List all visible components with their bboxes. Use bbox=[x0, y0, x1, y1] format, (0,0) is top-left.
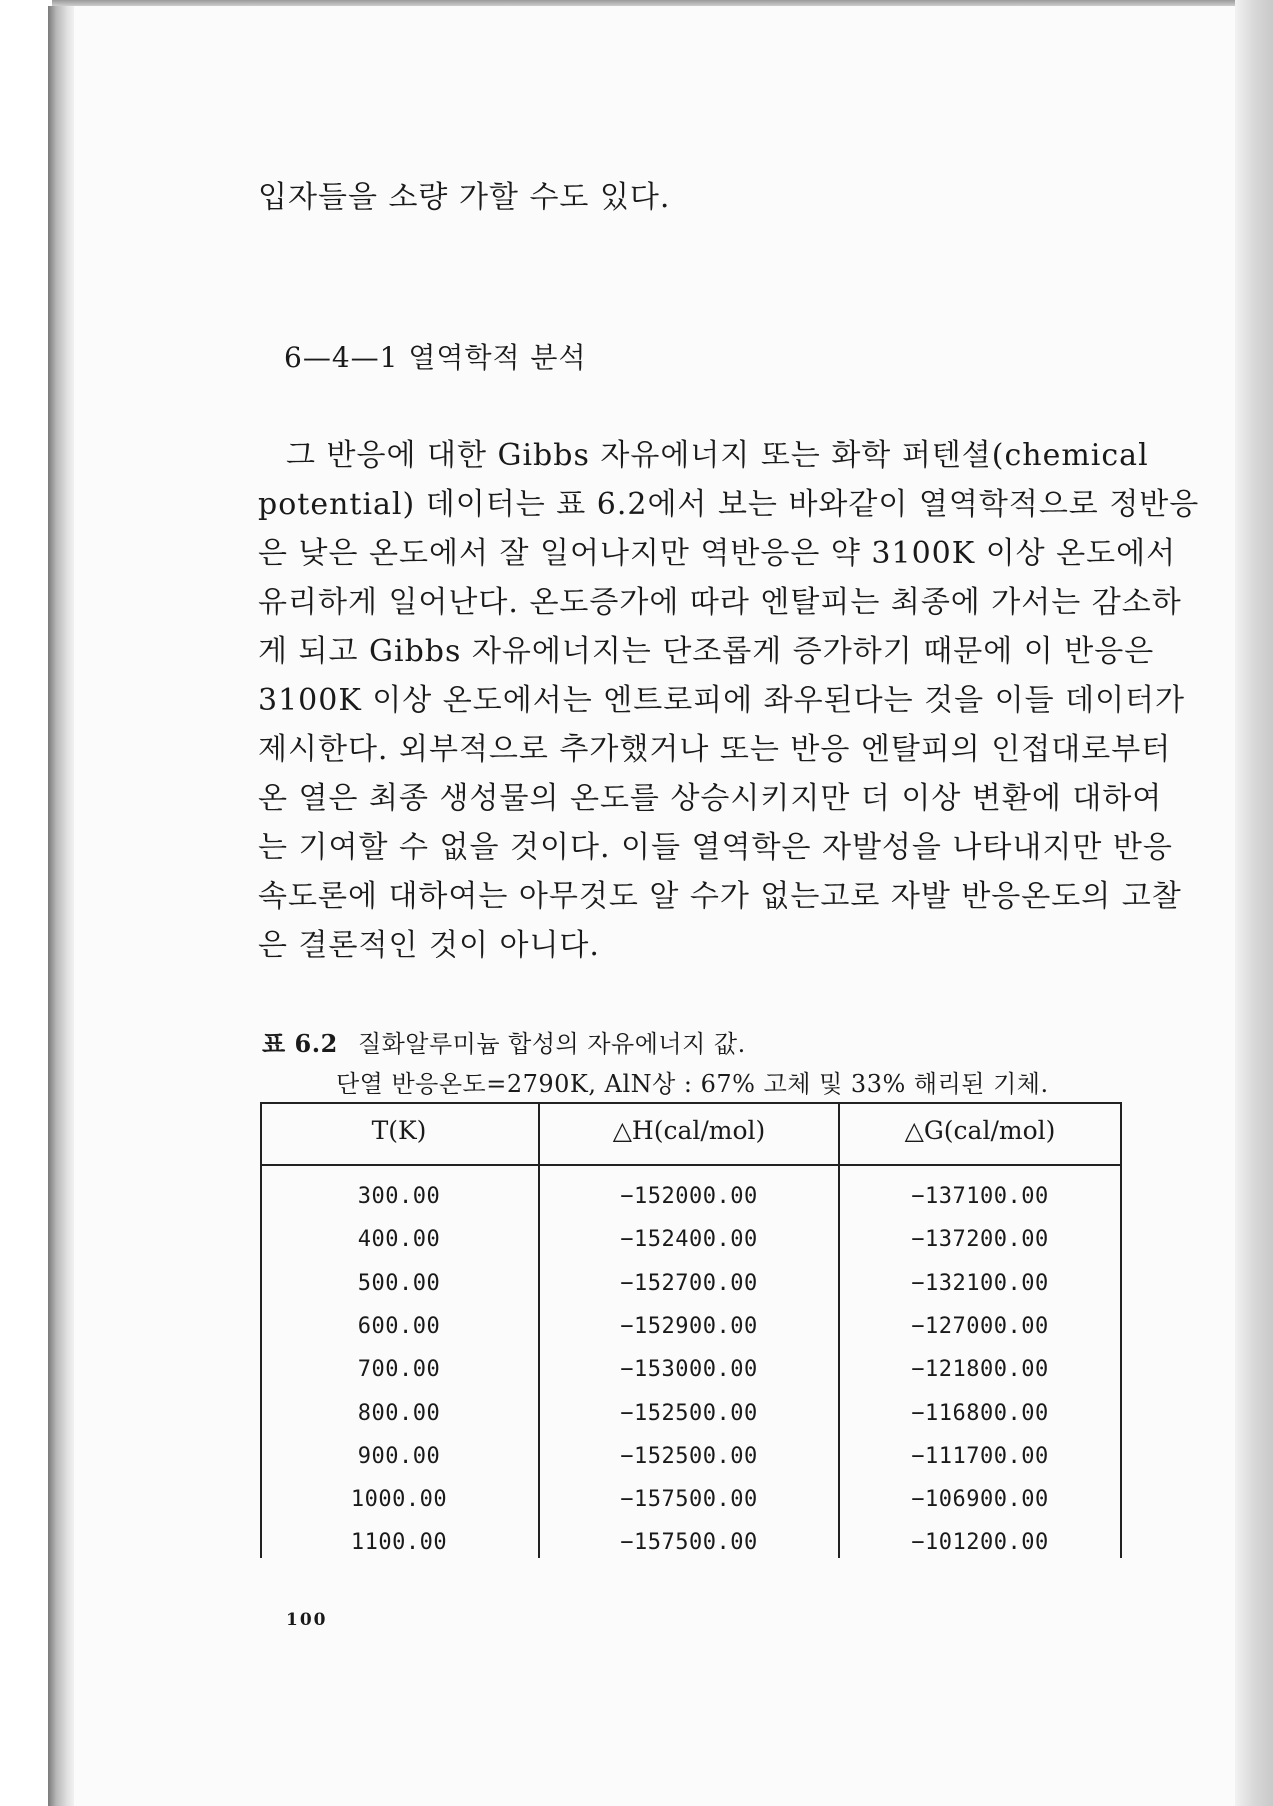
paragraph-line: 게 되고 Gibbs 자유에너지는 단조롭게 증가하기 때문에 이 반응은 bbox=[258, 634, 1155, 669]
table-cell: −153000.00 bbox=[620, 1357, 758, 1383]
table-label: 표 6.2 bbox=[262, 1029, 338, 1058]
table-cell: −152900.00 bbox=[620, 1313, 758, 1339]
table-cell: 700.00 bbox=[357, 1357, 441, 1383]
table-cell: 1100.00 bbox=[350, 1530, 448, 1556]
table-border-right bbox=[1120, 1102, 1122, 1558]
table-cell: 300.00 bbox=[357, 1184, 441, 1209]
paragraph-line: 는 기여할 수 없을 것이다. 이들 열역학은 자발성을 나타내지만 반응 bbox=[258, 830, 1173, 865]
paragraph-line: 속도론에 대하여는 아무것도 알 수가 없는고로 자발 반응온도의 고찰 bbox=[258, 879, 1182, 914]
table-cell: 800.00 bbox=[357, 1400, 441, 1426]
table-cell: −152500.00 bbox=[620, 1400, 758, 1426]
table-cell: −121800.00 bbox=[911, 1357, 1049, 1383]
table-cell: −137200.00 bbox=[911, 1227, 1049, 1253]
section-heading: 6—4—1 열역학적 분석 bbox=[284, 341, 587, 374]
table-cell: −152500.00 bbox=[620, 1443, 758, 1469]
table-cell: −152000.00 bbox=[620, 1184, 758, 1209]
table-caption bbox=[262, 1024, 746, 1059]
table-cell: 900.00 bbox=[357, 1443, 441, 1469]
table-cell: −132100.00 bbox=[911, 1270, 1049, 1296]
table-cell: −127000.00 bbox=[911, 1313, 1049, 1339]
page-binding-edge bbox=[48, 6, 76, 1806]
paragraph-line: 온 열은 최종 생성물의 온도를 상승시키지만 더 이상 변환에 대하여 bbox=[258, 781, 1163, 816]
paragraph-line: 은 결론적인 것이 아니다. bbox=[258, 928, 600, 963]
paragraph-line: potential) 데이터는 표 6.2에서 보는 바와같이 열역학적으로 정반응 bbox=[258, 487, 1200, 522]
header-temperature: T(K) bbox=[371, 1116, 427, 1145]
table-cell: 500.00 bbox=[357, 1270, 441, 1296]
table-cell: 1000.00 bbox=[350, 1487, 448, 1513]
table-cell: −101200.00 bbox=[911, 1530, 1049, 1556]
table-cell: −152400.00 bbox=[620, 1227, 758, 1253]
table-cell: −157500.00 bbox=[620, 1487, 758, 1513]
paragraph-line: 3100K 이상 온도에서는 엔트로피에 좌우된다는 것을 이들 데이터가 bbox=[258, 683, 1186, 718]
table-subcaption: 단열 반응온도=2790K, AlN상 : 67% 고체 및 33% 해리된 기체. bbox=[336, 1070, 1049, 1098]
table-cell: −106900.00 bbox=[911, 1487, 1049, 1513]
table-cell: −137100.00 bbox=[911, 1184, 1049, 1209]
table-cell: −152700.00 bbox=[620, 1270, 758, 1296]
paragraph-line: 은 낮은 온도에서 잘 일어나지만 역반응은 약 3100K 이상 온도에서 bbox=[258, 536, 1177, 571]
table-cell: −111700.00 bbox=[911, 1443, 1049, 1469]
table-title: 질화알루미늄 합성의 자유에너지 값. bbox=[357, 1030, 746, 1058]
paragraph-line: 제시한다. 외부적으로 추가했거나 또는 반응 엔탈피의 인접대로부터 bbox=[258, 732, 1172, 767]
table-cell: −116800.00 bbox=[911, 1400, 1049, 1426]
table-cell: 600.00 bbox=[357, 1313, 441, 1339]
table-cell: −157500.00 bbox=[620, 1530, 758, 1556]
table-header-rule bbox=[260, 1164, 1122, 1166]
table-top-rule bbox=[260, 1102, 1122, 1104]
table-cell: 400.00 bbox=[357, 1227, 441, 1253]
paragraph-line: 그 반응에 대한 Gibbs 자유에너지 또는 화학 퍼텐셜(chemical bbox=[286, 438, 1149, 473]
header-enthalpy: △H(cal/mol) bbox=[612, 1116, 766, 1145]
intro-line: 입자들을 소량 가할 수도 있다. bbox=[258, 180, 671, 215]
page-right-shadow bbox=[1235, 0, 1273, 1806]
page-number: 100 bbox=[286, 1610, 328, 1630]
header-gibbs: △G(cal/mol) bbox=[904, 1116, 1056, 1145]
paragraph-line: 유리하게 일어난다. 온도증가에 따라 엔탈피는 최종에 가서는 감소하 bbox=[258, 585, 1182, 620]
